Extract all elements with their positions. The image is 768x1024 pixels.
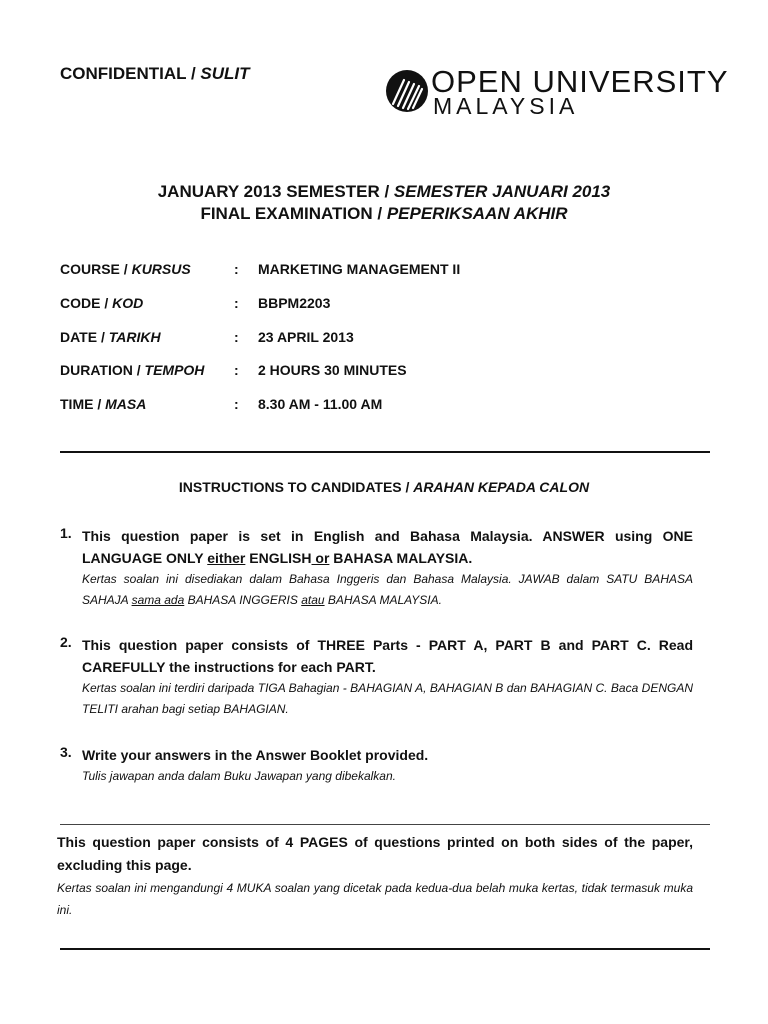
info-label-time-en: TIME / [60, 396, 106, 412]
instruction-ms-part: BAHASA INGGERIS [184, 593, 302, 607]
instruction-ms-part: Kertas soalan ini disediakan dalam Bahasa Inggeris dan Bahasa Malaysia. JAWAB dalam SATU BAHASA SAHAJA [82, 572, 693, 607]
instruction-en-part: BAHASA MALAYSIA. [329, 550, 473, 566]
instruction-text-en: Write your answers in the Answer Booklet provided. [82, 747, 429, 763]
info-value-date: 23 APRIL 2013 [258, 329, 354, 345]
page-count-note-ms: Kertas soalan ini mengandungi 4 MUKA soalan yang dicetak pada kedua-dua belah muka kertas, tidak termasuk muka ini. [57, 881, 693, 917]
page-count-note [57, 831, 693, 921]
info-label-time [60, 396, 146, 412]
instructions-heading-en: INSTRUCTIONS TO CANDIDATES / [178, 479, 414, 495]
instruction-ms-part: BAHASA MALAYSIA. [324, 593, 442, 607]
instruction-ms-underline: sama ada [131, 593, 185, 607]
info-label-date [60, 329, 161, 345]
confidential-label [60, 64, 250, 84]
instruction-number: 3. [60, 744, 72, 760]
semester-title [0, 182, 768, 202]
confidential-ms: SULIT [200, 64, 250, 83]
university-logo-mark-icon [384, 68, 430, 114]
instruction-text-en [82, 525, 693, 569]
instruction-en-underline: either [207, 550, 246, 566]
info-label-code [60, 295, 143, 311]
instruction-en-underline: or [311, 550, 330, 566]
page-count-note-en: This question paper consists of 4 PAGES of questions printed on both sides of the paper, excluding this page. [57, 834, 693, 873]
instruction-item-1 [60, 525, 693, 611]
info-label-course [60, 261, 191, 277]
instruction-en-part: This question paper is set in English and Bahasa Malaysia. ANSWER using ONE LANGUAGE ONLY [82, 528, 693, 566]
instruction-text-ms: Kertas soalan ini terdiri daripada TIGA Bahagian - BAHAGIAN A, BAHAGIAN B dan BAHAGIAN C. Baca DENGAN TELITI arahan bagi setiap BAHAGIAN. [82, 681, 693, 716]
instruction-text-en: This question paper consists of THREE Parts - PART A, PART B and PART C. Read CAREFULLY the instructions for each PART. [82, 637, 693, 675]
instructions-heading [0, 479, 768, 495]
divider [60, 824, 710, 825]
instruction-item-3 [60, 744, 693, 787]
semester-title-en: JANUARY 2013 SEMESTER / [157, 182, 394, 201]
info-label-date-en: DATE / [60, 329, 109, 345]
instruction-text-ms: Tulis jawapan anda dalam Buku Jawapan yang dibekalkan. [82, 769, 396, 783]
instruction-text-ms [82, 569, 693, 611]
divider [60, 451, 710, 453]
info-label-course-en: COURSE / [60, 261, 132, 277]
semester-title-ms: SEMESTER JANUARI 2013 [393, 182, 611, 201]
info-colon: : [234, 329, 239, 345]
info-colon: : [234, 396, 239, 412]
info-label-course-ms: KURSUS [131, 261, 191, 277]
instruction-number: 1. [60, 525, 72, 541]
instruction-en-part: ENGLISH [249, 550, 312, 566]
info-value-duration: 2 HOURS 30 MINUTES [258, 362, 407, 378]
confidential-en: CONFIDENTIAL / [60, 64, 201, 83]
info-label-duration-en: DURATION / [60, 362, 145, 378]
info-value-course: MARKETING MANAGEMENT II [258, 261, 461, 277]
info-colon: : [234, 261, 239, 277]
exam-title [0, 204, 768, 224]
instructions-heading-ms: ARAHAN KEPADA CALON [413, 479, 590, 495]
info-label-duration [60, 362, 204, 378]
divider [60, 948, 710, 950]
exam-title-ms: PEPERIKSAAN AKHIR [386, 204, 568, 223]
logo-wordmark-line1: OPEN UNIVERSITY [431, 64, 729, 99]
logo-wordmark-line2: MALAYSIA [433, 93, 579, 119]
instruction-number: 2. [60, 634, 72, 650]
instruction-ms-underline: atau [301, 593, 325, 607]
info-label-code-ms: KOD [112, 295, 144, 311]
exam-title-en: FINAL EXAMINATION / [200, 204, 387, 223]
info-colon: : [234, 362, 239, 378]
info-label-duration-ms: TEMPOH [144, 362, 205, 378]
info-value-time: 8.30 AM - 11.00 AM [258, 396, 383, 412]
info-label-time-ms: MASA [105, 396, 147, 412]
info-colon: : [234, 295, 239, 311]
info-value-code: BBPM2203 [258, 295, 331, 311]
info-label-code-en: CODE / [60, 295, 113, 311]
instruction-item-2 [60, 634, 693, 720]
university-logo [384, 64, 729, 126]
info-label-date-ms: TARIKH [108, 329, 161, 345]
